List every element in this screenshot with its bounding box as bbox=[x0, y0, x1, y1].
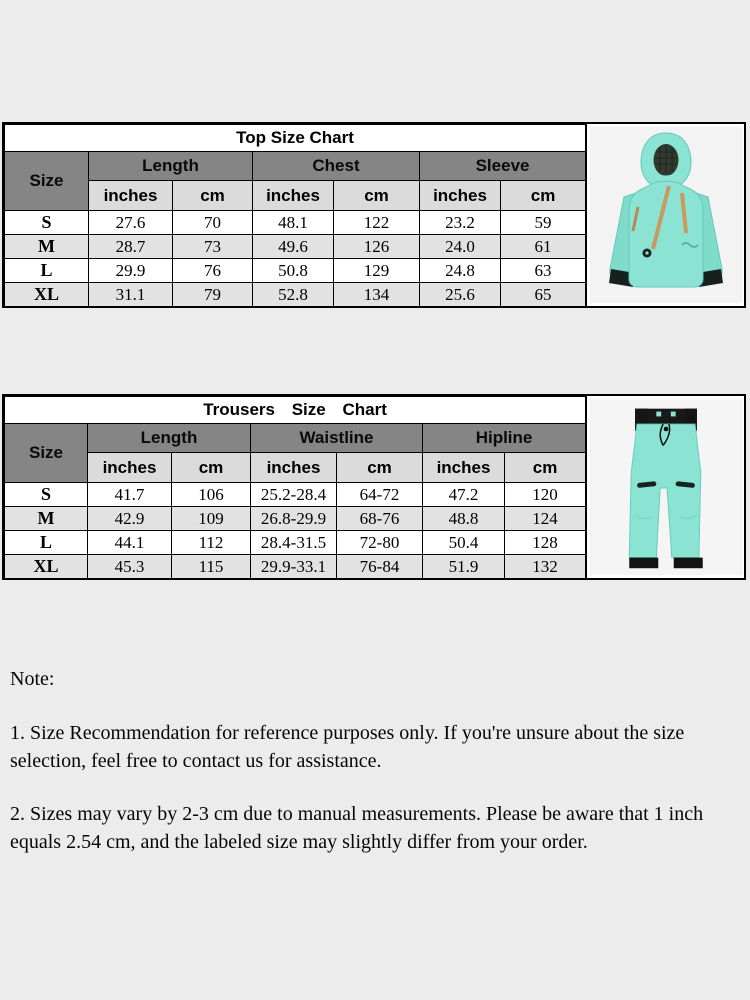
value-cell: 64-72 bbox=[337, 483, 423, 507]
jacket-photo-area bbox=[586, 124, 744, 306]
value-cell: 44.1 bbox=[88, 531, 172, 555]
value-cell: 49.6 bbox=[253, 235, 334, 259]
value-cell: 50.8 bbox=[253, 259, 334, 283]
size-row-l bbox=[5, 531, 586, 555]
value-cell: 48.1 bbox=[253, 211, 334, 235]
size-cell: L bbox=[5, 259, 89, 283]
unit-header: inches bbox=[423, 453, 505, 483]
unit-header-row bbox=[5, 181, 586, 211]
value-cell: 70 bbox=[173, 211, 253, 235]
size-row-s bbox=[5, 483, 586, 507]
value-cell: 122 bbox=[334, 211, 420, 235]
size-column-header: Size bbox=[5, 152, 89, 211]
value-cell: 28.4-31.5 bbox=[251, 531, 337, 555]
jacket-illustration bbox=[590, 127, 742, 303]
value-cell: 61 bbox=[501, 235, 586, 259]
value-cell: 26.8-29.9 bbox=[251, 507, 337, 531]
size-row-m bbox=[5, 507, 586, 531]
group-header-row bbox=[5, 152, 586, 181]
top-chart-title: Top Size Chart bbox=[5, 125, 586, 152]
size-cell: M bbox=[5, 235, 89, 259]
size-row-s bbox=[5, 211, 586, 235]
value-cell: 29.9 bbox=[89, 259, 173, 283]
value-cell: 47.2 bbox=[423, 483, 505, 507]
value-cell: 42.9 bbox=[88, 507, 172, 531]
value-cell: 126 bbox=[334, 235, 420, 259]
value-cell: 41.7 bbox=[88, 483, 172, 507]
unit-header: inches bbox=[420, 181, 501, 211]
value-cell: 27.6 bbox=[89, 211, 173, 235]
sleeve-group-header: Sleeve bbox=[420, 152, 586, 181]
value-cell: 120 bbox=[505, 483, 586, 507]
size-cell: XL bbox=[5, 283, 89, 307]
group-header-row bbox=[5, 424, 586, 453]
size-column-header: Size bbox=[5, 424, 88, 483]
jacket-photo bbox=[590, 127, 742, 303]
trousers-chart-title: Trousers Size Chart bbox=[5, 397, 586, 424]
waistline-group-header: Waistline bbox=[251, 424, 423, 453]
value-cell: 76 bbox=[173, 259, 253, 283]
unit-header: cm bbox=[337, 453, 423, 483]
value-cell: 65 bbox=[501, 283, 586, 307]
size-cell: S bbox=[5, 483, 88, 507]
value-cell: 24.8 bbox=[420, 259, 501, 283]
unit-header-row bbox=[5, 453, 586, 483]
note-item: 1. Size Recommendation for reference purposes only. If you're unsure about the size selection, feel free to contact us for assistance. bbox=[10, 722, 685, 772]
size-row-xl bbox=[5, 283, 586, 307]
value-cell: 28.7 bbox=[89, 235, 173, 259]
value-cell: 129 bbox=[334, 259, 420, 283]
value-cell: 45.3 bbox=[88, 555, 172, 579]
value-cell: 23.2 bbox=[420, 211, 501, 235]
trousers-size-chart-box bbox=[2, 394, 746, 580]
value-cell: 59 bbox=[501, 211, 586, 235]
value-cell: 29.9-33.1 bbox=[251, 555, 337, 579]
note-item: 2. Sizes may vary by 2-3 cm due to manual measurements. Please be aware that 1 inch equals 2.54 cm, and the labeled size may slightly differ from your order. bbox=[10, 803, 704, 853]
unit-header: cm bbox=[501, 181, 586, 211]
value-cell: 72-80 bbox=[337, 531, 423, 555]
trousers-illustration bbox=[590, 399, 742, 575]
value-cell: 24.0 bbox=[420, 235, 501, 259]
value-cell: 31.1 bbox=[89, 283, 173, 307]
length-group-header: Length bbox=[88, 424, 251, 453]
top-size-chart-table bbox=[4, 124, 586, 307]
chest-group-header: Chest bbox=[253, 152, 420, 181]
size-row-m bbox=[5, 235, 586, 259]
note-section bbox=[10, 665, 743, 856]
value-cell: 52.8 bbox=[253, 283, 334, 307]
value-cell: 76-84 bbox=[337, 555, 423, 579]
value-cell: 115 bbox=[172, 555, 251, 579]
size-cell: M bbox=[5, 507, 88, 531]
unit-header: cm bbox=[505, 453, 586, 483]
length-group-header: Length bbox=[89, 152, 253, 181]
value-cell: 63 bbox=[501, 259, 586, 283]
table-title-row bbox=[5, 397, 586, 424]
value-cell: 109 bbox=[172, 507, 251, 531]
value-cell: 51.9 bbox=[423, 555, 505, 579]
unit-header: cm bbox=[334, 181, 420, 211]
value-cell: 106 bbox=[172, 483, 251, 507]
value-cell: 124 bbox=[505, 507, 586, 531]
size-cell: XL bbox=[5, 555, 88, 579]
unit-header: cm bbox=[172, 453, 251, 483]
value-cell: 79 bbox=[173, 283, 253, 307]
value-cell: 25.6 bbox=[420, 283, 501, 307]
trousers-size-chart-table bbox=[4, 396, 586, 579]
note-heading: Note: bbox=[10, 668, 55, 690]
size-row-xl bbox=[5, 555, 586, 579]
trousers-photo-area bbox=[586, 396, 744, 578]
trousers-photo bbox=[590, 399, 742, 575]
value-cell: 50.4 bbox=[423, 531, 505, 555]
size-row-l bbox=[5, 259, 586, 283]
top-size-chart-box bbox=[2, 122, 746, 308]
value-cell: 112 bbox=[172, 531, 251, 555]
value-cell: 128 bbox=[505, 531, 586, 555]
unit-header: inches bbox=[89, 181, 173, 211]
unit-header: cm bbox=[173, 181, 253, 211]
value-cell: 132 bbox=[505, 555, 586, 579]
value-cell: 68-76 bbox=[337, 507, 423, 531]
unit-header: inches bbox=[251, 453, 337, 483]
value-cell: 25.2-28.4 bbox=[251, 483, 337, 507]
unit-header: inches bbox=[88, 453, 172, 483]
table-title-row bbox=[5, 125, 586, 152]
unit-header: inches bbox=[253, 181, 334, 211]
value-cell: 73 bbox=[173, 235, 253, 259]
size-cell: S bbox=[5, 211, 89, 235]
size-cell: L bbox=[5, 531, 88, 555]
value-cell: 48.8 bbox=[423, 507, 505, 531]
hipline-group-header: Hipline bbox=[423, 424, 586, 453]
value-cell: 134 bbox=[334, 283, 420, 307]
